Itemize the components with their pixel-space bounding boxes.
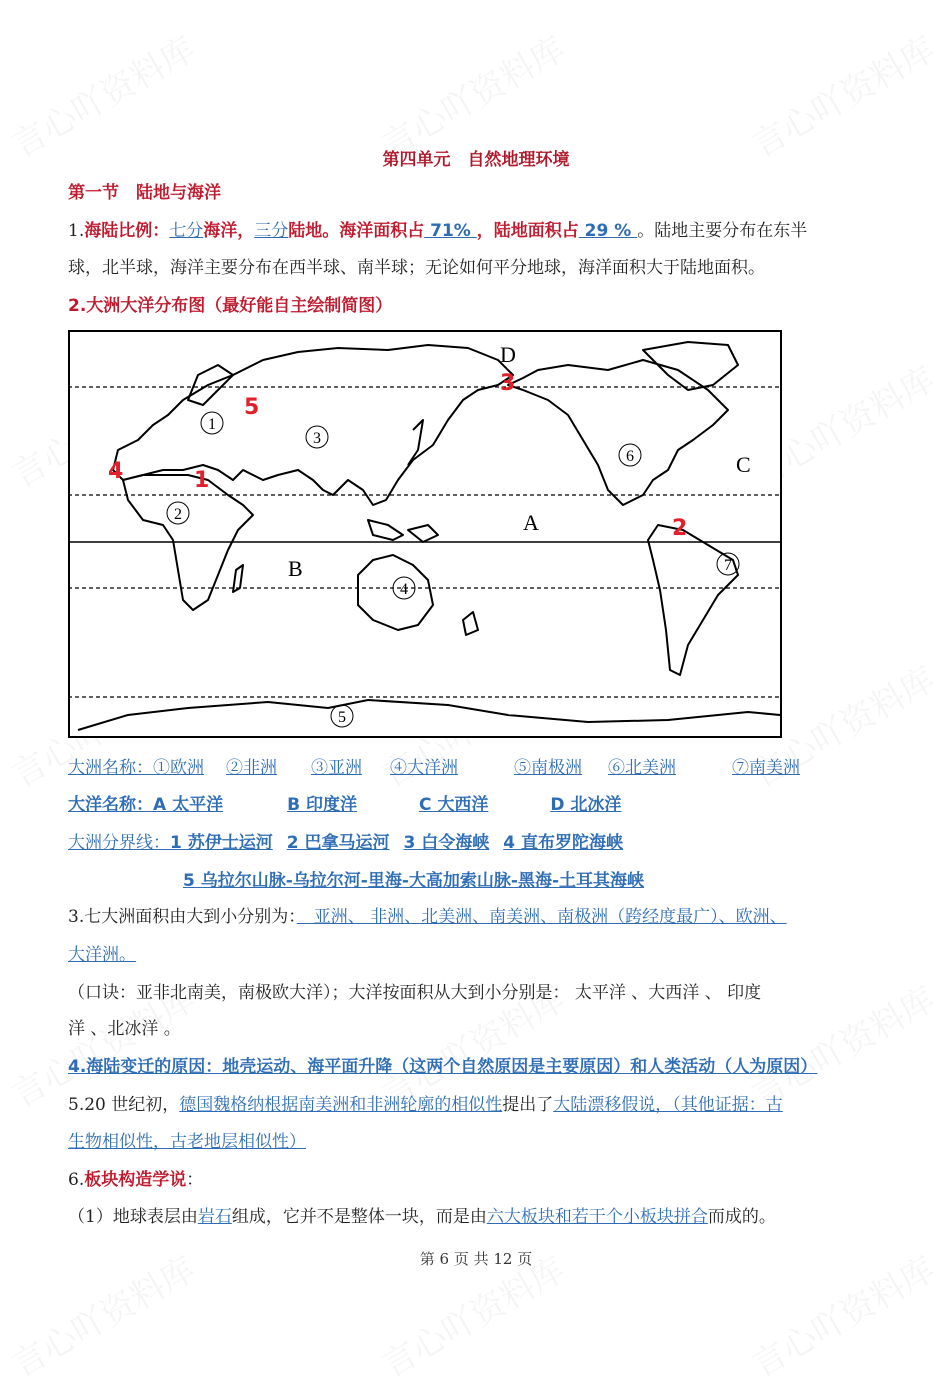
boundary-name: 3 白令海峡 [403,833,490,853]
q6-heading [68,1168,203,1192]
boundary-5-line [183,869,644,893]
q6-text-3: 而成的。 [707,1207,776,1227]
q5-answer-1: 德国魏格纳根据南美洲和非洲轮廓的相似性 [179,1095,503,1115]
boundaries-label: 大洲分界线： [68,833,170,853]
boundary-name: 2 巴拿马运河 [286,833,390,853]
ocean-name: B 印度洋 [287,795,357,815]
boundary-name: 1 苏伊士运河 [170,833,273,853]
ocean-label-D: D [500,342,516,367]
q1-text-1: 海洋， [203,221,255,241]
q3-answer: 亚洲、 非洲、北美洲、南美洲、南极洲（跨经度最广）、欧洲、 [296,907,787,927]
q5-answer-2: 大陆漂移假说，（其他证据：古 [553,1095,783,1115]
q3-answer-cont: 大洋洲。 [68,945,136,965]
boundary-num-3: 3 [500,371,516,396]
q6-colon: ： [186,1170,204,1190]
page-title: 第四单元 自然地理环境 [382,150,570,170]
q6-label: 板块构造学说 [84,1170,187,1190]
boundary-name: 4 直布罗陀海峡 [503,833,623,853]
q3-line2 [68,943,136,967]
q6-answer-2: 六大板块和若干个小板块拼合 [486,1207,708,1227]
q1-answer-1: 七分 [169,221,204,241]
boundary-num-2: 2 [672,516,688,541]
continent-num-2: 2 [174,506,182,523]
q3-line1 [68,905,787,929]
q5-line2 [68,1130,306,1154]
q5-answer-cont: 生物相似性，古老地层相似性） [68,1132,306,1152]
continent-name: ⑤南极洲 [514,758,582,778]
ocean-label-C: C [736,452,751,477]
ocean-names-line [68,793,621,817]
q2-heading: 2.大洲大洋分布图（最好能自主绘制简图） [68,296,393,316]
boundary-name-5: 5 乌拉尔山脉-乌拉尔河-里海-大高加索山脉-黑海-土耳其海峡 [183,871,645,891]
continent-name: ⑦南美洲 [732,758,800,778]
q1-text-4: 。陆地主要分布在东半 [637,221,808,241]
world-map [68,330,786,740]
ocean-label-A: A [523,510,539,535]
q3-line4: 洋 、北冰洋 。 [68,1019,181,1039]
section-heading: 第一节 陆地与海洋 [68,183,221,203]
q1-answer-4: 29 % [578,221,638,241]
continent-names-label: 大洲名称： [68,758,153,778]
continent-num-1: 1 [208,416,216,433]
q6-text-2: 组成，它并不是整体一块，而是由 [231,1207,487,1227]
q3-prefix: 3.七大洲面积由大到小分别为： [68,907,297,927]
q6-line1 [68,1205,776,1229]
q1-num: 1. [68,221,85,241]
q1-answer-2: 三分 [254,221,289,241]
continent-num-7: 7 [724,557,732,574]
ocean-name: A 太平洋 [153,795,224,815]
q5-text: 提出了 [502,1095,554,1115]
q4-line [68,1055,817,1079]
continent-num-3: 3 [313,430,321,447]
continent-name: ②非洲 [226,758,277,778]
ocean-name: D 北冰洋 [550,795,622,815]
q1-text-2: 陆地。海洋面积占 [288,221,425,241]
continent-name: ⑥北美洲 [608,758,676,778]
continent-num-6: 6 [626,448,634,465]
page-footer: 第 6 页 共 12 页 [419,1250,533,1268]
q1-answer-3: 71% [424,221,477,241]
q1-text-3: ，陆地面积占 [476,221,579,241]
q5-prefix: 5.20 世纪初， [68,1095,180,1115]
boundaries-line [68,831,623,855]
q6-answer-1: 岩石 [197,1207,232,1227]
ocean-label-B: B [288,556,303,581]
q6-num: 6. [68,1170,85,1190]
q1-label: 海陆比例： [84,221,170,241]
q5-line1 [68,1093,783,1117]
q1-line2: 球，北半球，海洋主要分布在西半球、南半球；无论如何平分地球，海洋面积大于陆地面积。 [68,258,765,278]
boundary-num-1: 1 [194,468,210,493]
q6-text-1: （1）地球表层由 [68,1207,198,1227]
continent-name: ①欧洲 [153,758,204,778]
boundary-num-5: 5 [244,395,260,420]
ocean-name: C 大西洋 [418,795,489,815]
continent-name: ③亚洲 [311,758,362,778]
q1-line1 [68,219,807,243]
q4-text: 4.海陆变迁的原因：地壳运动、海平面升降（这两个自然原因是主要原因）和人类活动（人为原因） [68,1057,818,1077]
continent-names-line [68,756,800,780]
boundary-num-4: 4 [108,459,124,484]
continent-num-4: 4 [400,581,408,598]
continent-name: ④大洋洲 [390,758,458,778]
continent-num-5: 5 [338,709,346,726]
q3-line3: （口诀：亚非北南美，南极欧大洋）；大洋按面积从大到小分别是： 太平洋 、大西洋 、 印度 [68,983,762,1003]
ocean-names-label: 大洋名称： [68,795,153,815]
